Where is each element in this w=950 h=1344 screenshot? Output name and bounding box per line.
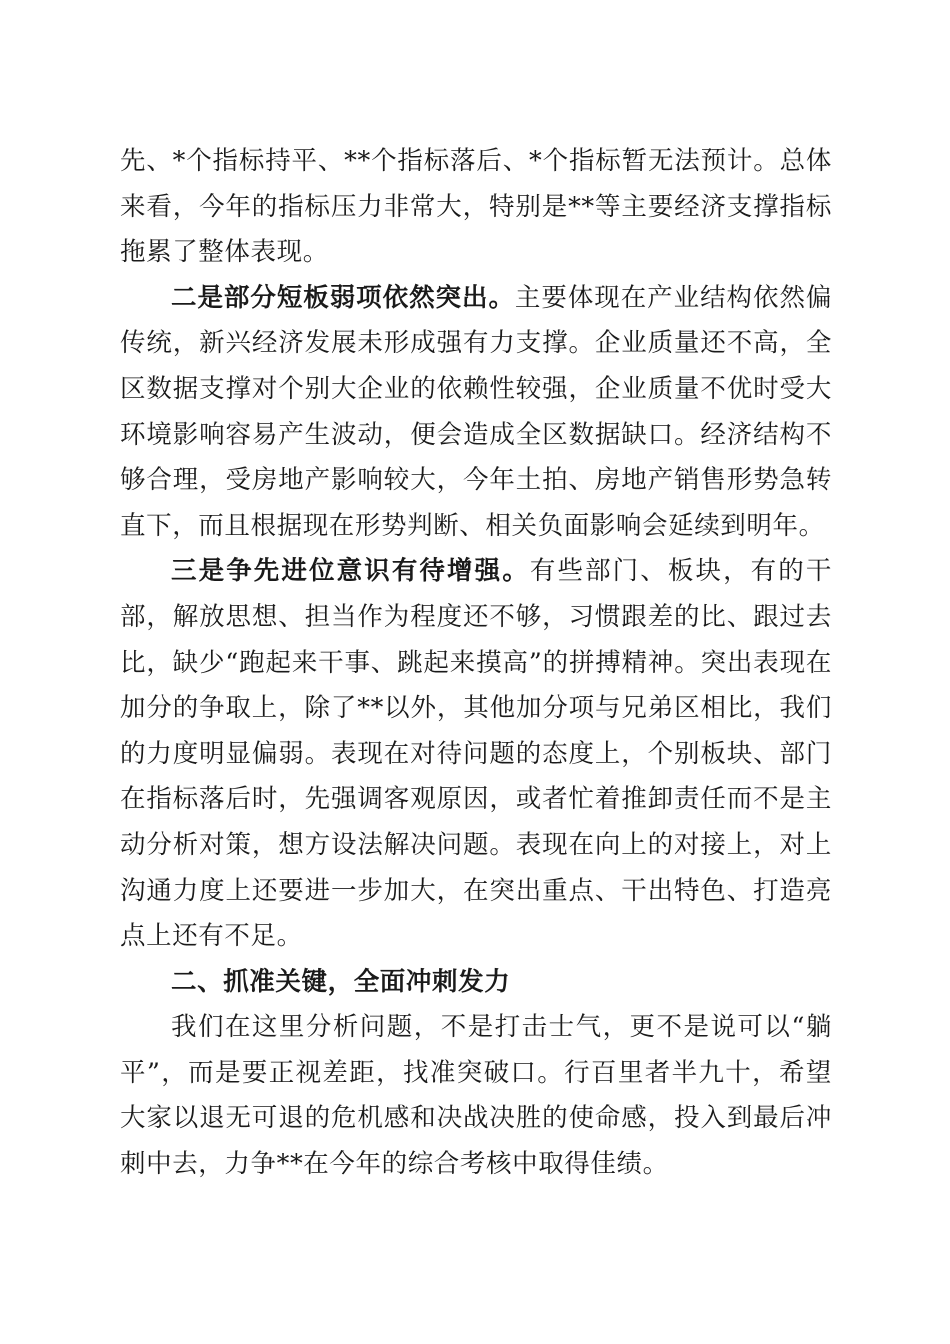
paragraph-lead: 二是部分短板弱项依然突出。 — [171, 282, 515, 313]
paragraph-awareness — [120, 549, 832, 959]
paragraph-weak-points — [120, 276, 832, 550]
section-heading: 二、抓准关键，全面冲刺发力 — [171, 966, 511, 997]
paragraph-text: 先、*个指标持平、**个指标落后、*个指标暂无法预计。总体来看，今年的指标压力非常大，特别是**等主要经济支撑指标拖累了整体表现。 — [120, 146, 832, 268]
document-body — [120, 139, 832, 1188]
paragraph-lead: 三是争先进位意识有待增强。 — [171, 556, 530, 587]
paragraph-text: 我们在这里分析问题，不是打击士气，更不是说可以“躺平”，而是要正视差距，找准突破口。行百里者半九十，希望大家以退无可退的危机感和决战决胜的使命感，投入到最后冲刺中去，力争**在今年的综合考核中取得佳绩。 — [120, 1012, 832, 1180]
paragraph-continued — [120, 139, 832, 276]
paragraph-text: 有些部门、板块，有的干部，解放思想、担当作为程度还不够，习惯跟差的比、跟过去比，缺少“跑起来干事、跳起来摸高”的拼搏精神。突出表现在加分的争取上，除了**以外，其他加分项与兄弟区相比，我们的力度明显偏弱。表现在对待问题的态度上，个别板块、部门在指标落后时，先强调客观原因，或者忙着推卸责任而不是主动分析对策，想方设法解决问题。表现在向上的对接上，对上沟通力度上还要进一步加大，在突出重点、干出特色、打造亮点上还有不足。 — [120, 556, 832, 952]
paragraph-closing — [120, 1005, 832, 1187]
paragraph-text: 主要体现在产业结构依然偏传统，新兴经济发展未形成强有力支撑。企业质量还不高，全区数据支撑对个别大企业的依赖性较强，企业质量不优时受大环境影响容易产生波动，便会造成全区数据缺口。经济结构不够合理，受房地产影响较大，今年土拍、房地产销售形势急转直下，而且根据现在形势判断、相关负面影响会延续到明年。 — [120, 282, 832, 541]
